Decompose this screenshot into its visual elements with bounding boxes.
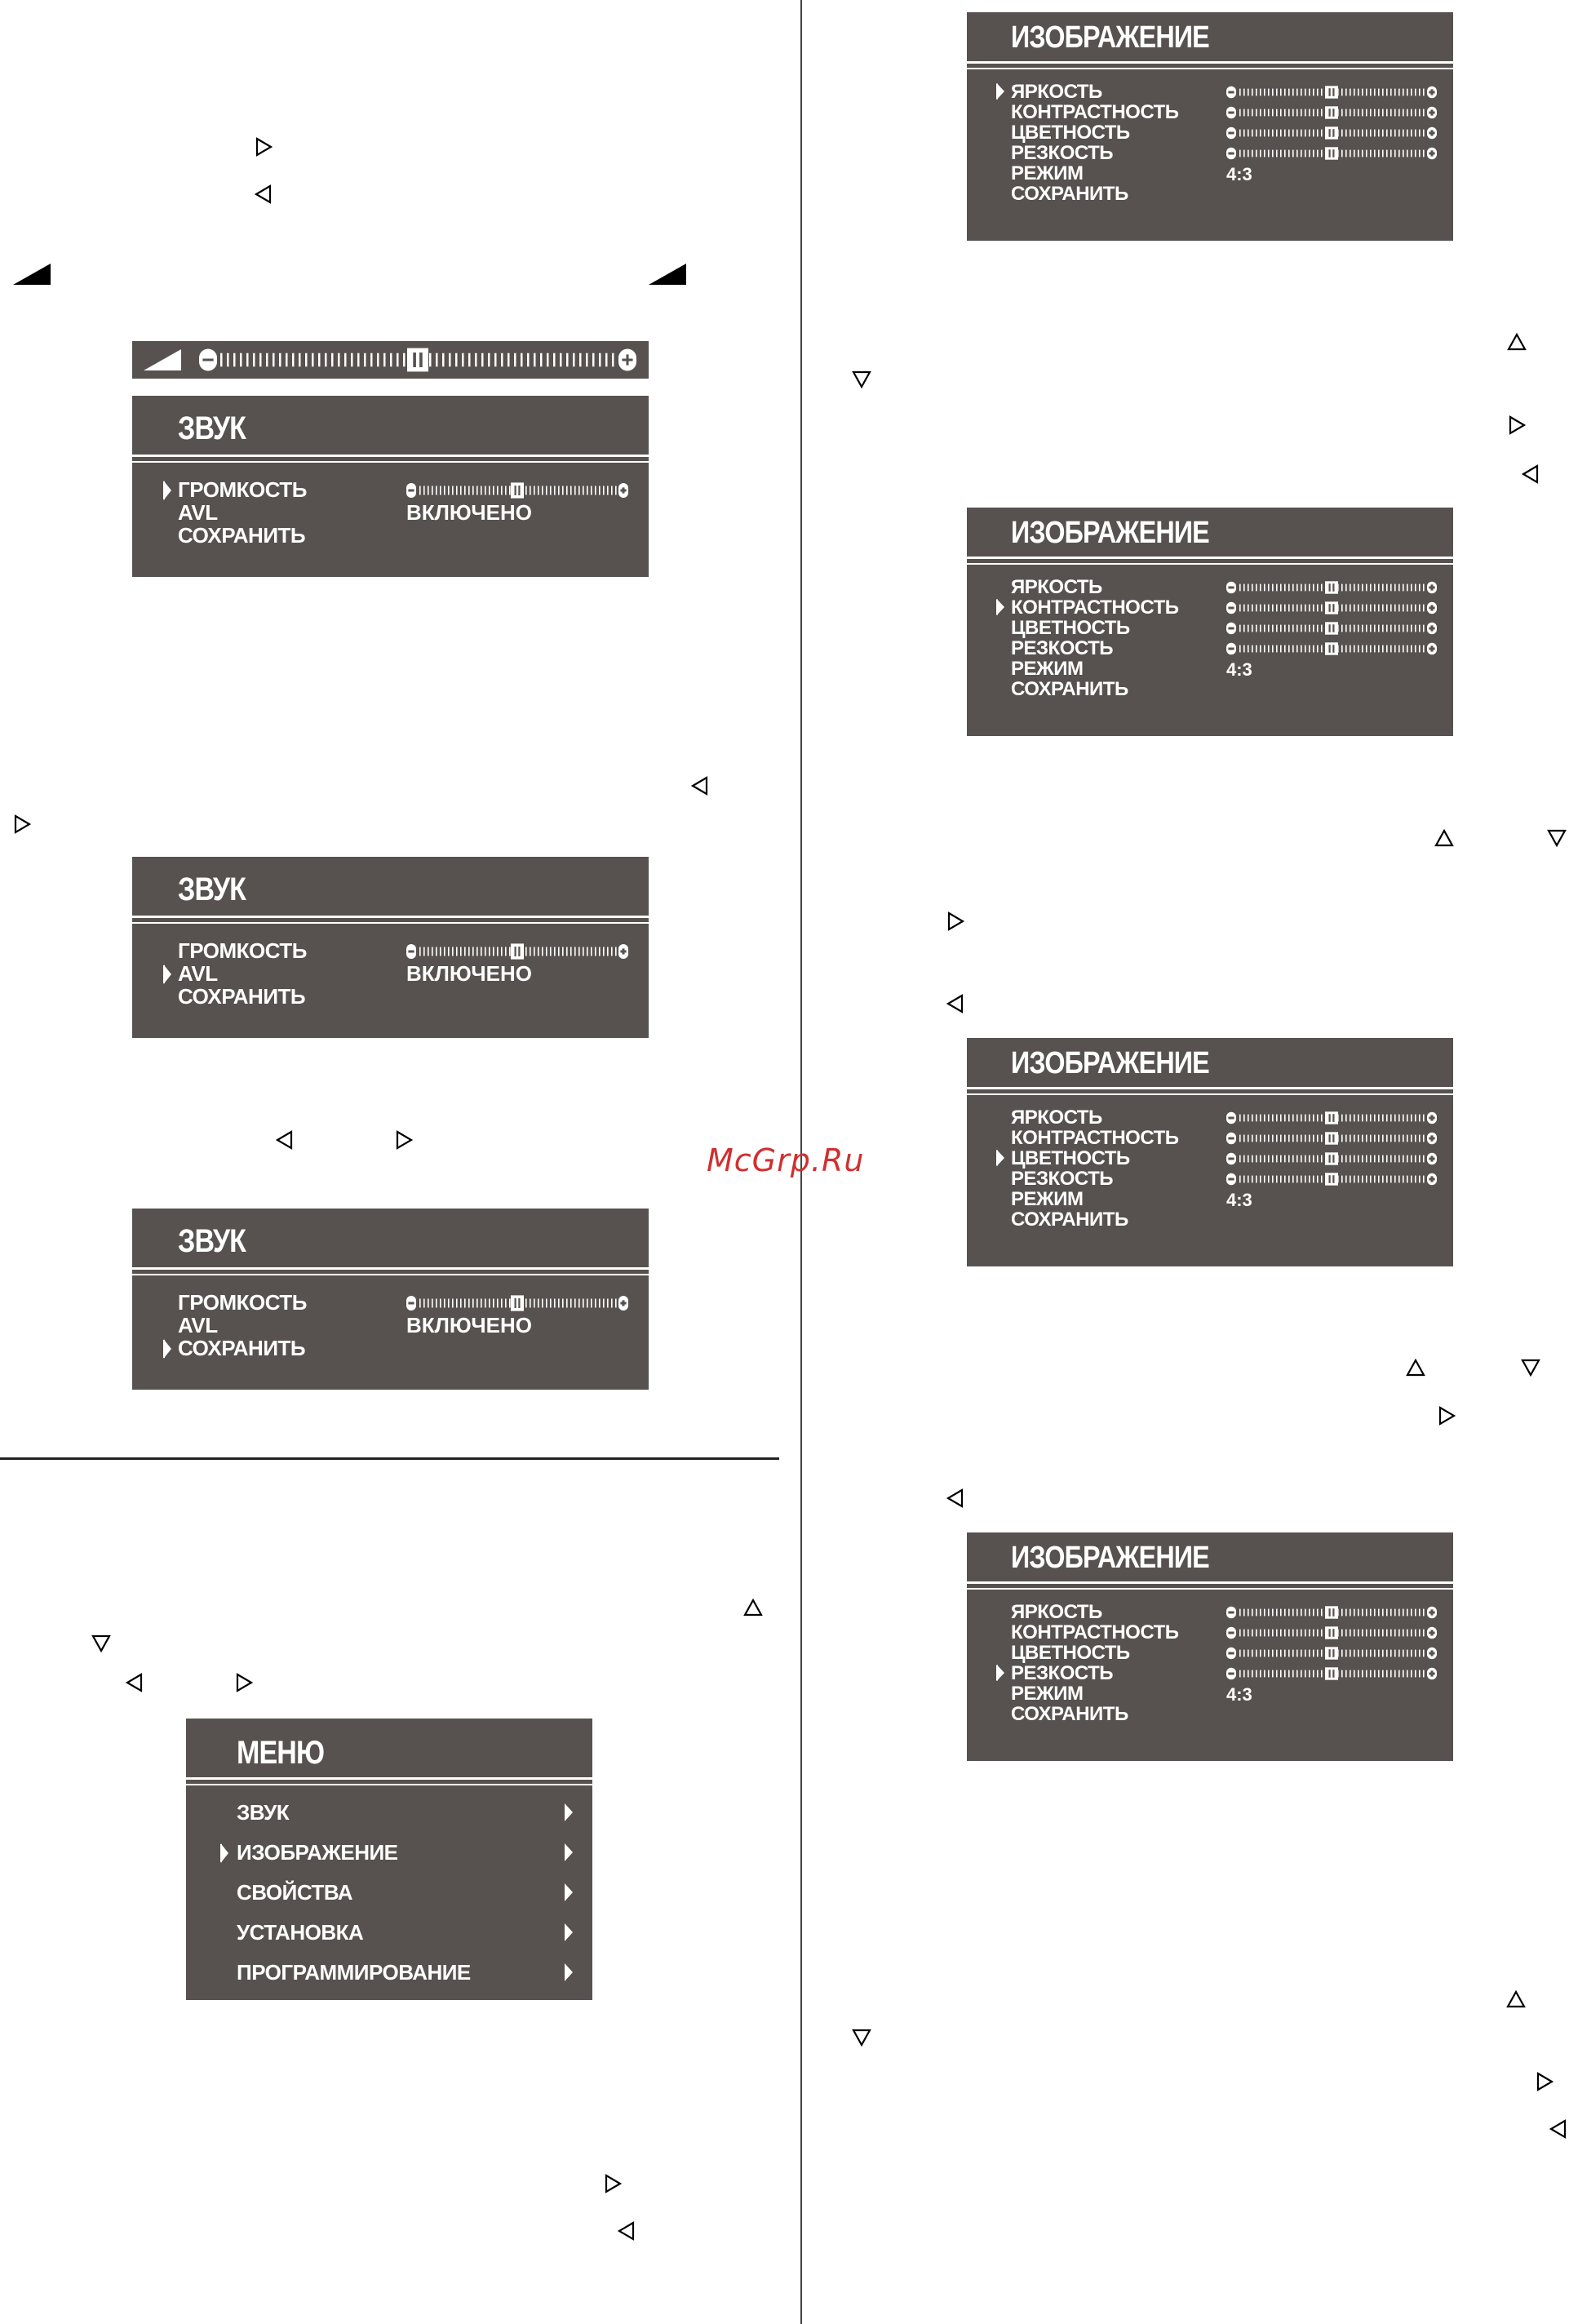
left-arrow-icon <box>689 775 711 796</box>
plus-icon <box>1427 602 1437 614</box>
menu-title: ИЗОБРАЖЕНИЕ <box>1011 1046 1209 1080</box>
plus-icon <box>1427 623 1437 634</box>
menu-item-avl[interactable]: AVL <box>178 1313 218 1337</box>
menu-item-volume[interactable]: ГРОМКОСТЬ <box>178 1290 307 1315</box>
right-arrow-icon <box>602 2173 623 2194</box>
sharpness-slider[interactable] <box>1226 1173 1437 1186</box>
left-arrow-icon <box>945 1488 966 1509</box>
brightness-slider[interactable] <box>1226 1111 1437 1124</box>
picture-menu <box>967 1038 1453 1266</box>
slider-track <box>1226 1111 1437 1124</box>
menu-title: ЗВУК <box>178 410 246 446</box>
selection-cursor-icon <box>162 1337 173 1360</box>
slider-track <box>1226 1667 1437 1680</box>
color-slider[interactable] <box>1226 1647 1437 1660</box>
slider-knob <box>1325 642 1338 654</box>
plus-icon <box>1427 1173 1437 1185</box>
submenu-arrow-icon <box>563 1922 574 1943</box>
down-arrow-icon <box>1546 827 1567 849</box>
divider <box>967 68 1453 69</box>
submenu-arrow-icon <box>563 1962 574 1983</box>
plus-icon <box>1427 86 1437 98</box>
menu-item-sharpness[interactable]: РЕЗКОСТЬ <box>1011 142 1114 164</box>
right-arrow-icon <box>1436 1405 1457 1426</box>
picture-menu <box>967 1532 1453 1761</box>
volume-slider[interactable] <box>199 348 636 372</box>
divider <box>132 455 649 457</box>
slider-knob <box>1325 622 1338 634</box>
watermark: McGrp.Ru <box>707 1142 865 1178</box>
menu-title: МЕНЮ <box>237 1735 325 1771</box>
menu-item-avl[interactable]: AVL <box>178 961 218 986</box>
plus-icon <box>1427 1133 1437 1144</box>
slider-track <box>1226 1606 1437 1619</box>
slider-knob <box>1325 1647 1338 1659</box>
divider <box>967 1581 1453 1584</box>
menu-title: ИЗОБРАЖЕНИЕ <box>1011 20 1209 55</box>
menu-item-save[interactable]: СОХРАНИТЬ <box>1011 1703 1128 1725</box>
slider-track <box>1226 581 1437 594</box>
menu-item-sharpness[interactable]: РЕЗКОСТЬ <box>1011 1662 1114 1684</box>
plus-icon <box>618 944 628 959</box>
slider-knob <box>407 348 428 372</box>
up-arrow-icon <box>1405 1357 1426 1378</box>
slider-track <box>1226 1626 1437 1639</box>
selection-cursor-icon <box>995 82 1006 101</box>
right-arrow-icon <box>393 1129 414 1151</box>
menu-item-contrast[interactable]: КОНТРАСТНОСТЬ <box>1011 1621 1179 1643</box>
sound-menu <box>132 1209 649 1390</box>
right-arrow-icon <box>1506 415 1527 436</box>
submenu-arrow-icon <box>563 1802 574 1823</box>
minus-icon <box>1226 1173 1236 1185</box>
left-arrow-icon <box>945 993 966 1014</box>
minus-icon <box>1226 1668 1236 1679</box>
down-arrow-icon <box>851 369 872 390</box>
left-arrow-icon <box>1548 2118 1569 2140</box>
slider-knob <box>1325 1152 1338 1164</box>
minus-icon <box>1226 1607 1236 1618</box>
menu-item-color[interactable]: ЦВЕТНОСТЬ <box>1011 1147 1130 1169</box>
slider-track <box>1226 1152 1437 1165</box>
minus-icon <box>406 483 416 498</box>
volume-slider[interactable] <box>406 1295 628 1311</box>
menu-item-mode[interactable]: РЕЖИМ <box>1011 1683 1084 1705</box>
minus-icon <box>199 349 217 371</box>
menu-item-brightness[interactable]: ЯРКОСТЬ <box>1011 1107 1102 1129</box>
divider <box>132 916 649 918</box>
left-arrow-icon <box>1520 463 1541 485</box>
slider-knob <box>1325 601 1338 614</box>
slider-track <box>1226 1132 1437 1145</box>
divider <box>186 1777 592 1780</box>
submenu-arrow-icon <box>563 1842 574 1863</box>
picture-menu <box>967 12 1453 241</box>
menu-item-save[interactable]: СОХРАНИТЬ <box>1011 1209 1128 1231</box>
slider-track <box>406 482 628 499</box>
slider-knob <box>1325 86 1338 98</box>
selection-cursor-icon <box>995 597 1006 617</box>
minus-icon <box>1226 107 1236 118</box>
avl-value: ВКЛЮЧЕНО <box>406 961 532 986</box>
menu-item-save[interactable]: СОХРАНИТЬ <box>1011 678 1128 700</box>
selection-cursor-icon <box>162 963 173 986</box>
menu-item-volume[interactable]: ГРОМКОСТЬ <box>178 938 307 963</box>
plus-icon <box>618 349 636 371</box>
mode-value: 4:3 <box>1226 659 1252 680</box>
slider-knob <box>1325 106 1338 118</box>
slider-track <box>1226 106 1437 119</box>
volume-icon <box>142 348 183 372</box>
menu-item-sound[interactable]: ЗВУК <box>237 1800 290 1825</box>
menu-item-save[interactable]: СОХРАНИТЬ <box>178 1336 306 1360</box>
divider <box>967 1093 1453 1095</box>
menu-item-avl[interactable]: AVL <box>178 500 218 525</box>
menu-item-save[interactable]: СОХРАНИТЬ <box>178 523 306 548</box>
volume-slider[interactable] <box>406 943 628 960</box>
sound-menu <box>132 396 649 577</box>
color-slider[interactable] <box>1226 622 1437 635</box>
menu-item-mode[interactable]: РЕЖИМ <box>1011 658 1084 680</box>
right-arrow-icon <box>253 136 274 157</box>
menu-item-sharpness[interactable]: РЕЗКОСТЬ <box>1011 637 1114 659</box>
mode-value: 4:3 <box>1226 1684 1252 1705</box>
menu-item-programming[interactable]: ПРОГРАММИРОВАНИЕ <box>237 1960 471 1985</box>
slider-track <box>1226 601 1437 614</box>
selection-cursor-icon <box>995 1663 1006 1683</box>
slider-track <box>406 943 628 960</box>
minus-icon <box>1226 643 1236 654</box>
minus-icon <box>1226 127 1236 139</box>
volume-bar <box>132 341 649 379</box>
brightness-slider[interactable] <box>1226 86 1437 99</box>
main-menu <box>186 1719 592 2000</box>
sharpness-slider[interactable] <box>1226 642 1437 655</box>
mode-value: 4:3 <box>1226 1190 1252 1210</box>
down-arrow-icon <box>851 2027 872 2048</box>
left-arrow-icon <box>274 1129 295 1151</box>
right-arrow-icon <box>1534 2071 1555 2092</box>
slider-knob <box>511 482 524 498</box>
slider-track <box>1226 147 1437 160</box>
slider-knob <box>1325 1173 1338 1185</box>
menu-item-setup[interactable]: УСТАНОВКА <box>237 1920 364 1945</box>
divider <box>132 1274 649 1275</box>
divider <box>967 563 1453 565</box>
brightness-slider[interactable] <box>1226 581 1437 594</box>
plus-icon <box>618 483 628 498</box>
slider-knob <box>1325 1132 1338 1144</box>
volume-wedge-icon <box>13 264 51 285</box>
plus-icon <box>1427 582 1437 593</box>
slider-track <box>199 348 636 372</box>
right-arrow-icon <box>945 911 966 932</box>
minus-icon <box>1226 623 1236 634</box>
up-arrow-icon <box>742 1597 764 1618</box>
menu-item-contrast[interactable]: КОНТРАСТНОСТЬ <box>1011 101 1179 123</box>
right-arrow-icon <box>11 814 33 835</box>
left-arrow-icon <box>253 184 274 205</box>
up-arrow-icon <box>1434 827 1455 849</box>
plus-icon <box>1427 127 1437 139</box>
sound-menu <box>132 857 649 1038</box>
slider-track <box>1226 1647 1437 1660</box>
right-arrow-icon <box>233 1672 255 1693</box>
minus-icon <box>1226 1153 1236 1164</box>
menu-item-brightness[interactable]: ЯРКОСТЬ <box>1011 576 1102 598</box>
minus-icon <box>1226 1648 1236 1659</box>
minus-icon <box>1226 582 1236 593</box>
menu-item-mode[interactable]: РЕЖИМ <box>1011 1188 1084 1210</box>
avl-value: ВКЛЮЧЕНО <box>406 500 532 525</box>
section-divider <box>0 1457 779 1460</box>
minus-icon <box>1226 602 1236 614</box>
up-arrow-icon <box>1505 1989 1527 2010</box>
menu-title: ИЗОБРАЖЕНИЕ <box>1011 516 1209 550</box>
plus-icon <box>1427 1648 1437 1659</box>
divider <box>967 1087 1453 1089</box>
minus-icon <box>406 944 416 959</box>
minus-icon <box>1226 1627 1236 1639</box>
minus-icon <box>406 1296 416 1311</box>
slider-knob <box>511 1295 524 1311</box>
slider-knob <box>1325 126 1338 139</box>
divider <box>132 461 649 463</box>
menu-item-brightness[interactable]: ЯРКОСТЬ <box>1011 81 1102 103</box>
left-arrow-icon <box>124 1672 145 1693</box>
picture-menu <box>967 508 1453 736</box>
up-arrow-icon <box>1506 331 1527 353</box>
color-slider[interactable] <box>1226 1152 1437 1165</box>
color-slider[interactable] <box>1226 126 1437 140</box>
slider-knob <box>1325 147 1338 159</box>
slider-track <box>1226 622 1437 635</box>
plus-icon <box>1427 1607 1437 1618</box>
selection-cursor-icon <box>162 479 173 502</box>
submenu-arrow-icon <box>563 1882 574 1903</box>
selection-cursor-icon <box>219 1842 230 1865</box>
minus-icon <box>1226 1133 1236 1144</box>
slider-knob <box>1325 581 1338 593</box>
divider <box>967 61 1453 64</box>
divider <box>132 1267 649 1270</box>
menu-item-mode[interactable]: РЕЖИМ <box>1011 162 1084 184</box>
slider-knob <box>1325 1626 1338 1639</box>
down-arrow-icon <box>1520 1357 1541 1378</box>
menu-item-picture[interactable]: ИЗОБРАЖЕНИЕ <box>237 1840 398 1865</box>
slider-knob <box>1325 1111 1338 1124</box>
contrast-slider[interactable] <box>1226 1132 1437 1145</box>
contrast-slider[interactable] <box>1226 106 1437 119</box>
slider-knob <box>511 943 524 959</box>
plus-icon <box>1427 1627 1437 1639</box>
menu-title: ЗВУК <box>178 872 246 907</box>
menu-item-color[interactable]: ЦВЕТНОСТЬ <box>1011 617 1130 639</box>
menu-item-color[interactable]: ЦВЕТНОСТЬ <box>1011 122 1130 144</box>
mode-value: 4:3 <box>1226 164 1252 184</box>
menu-item-contrast[interactable]: КОНТРАСТНОСТЬ <box>1011 1127 1179 1149</box>
divider <box>132 922 649 924</box>
slider-track <box>1226 1173 1437 1186</box>
divider <box>967 1588 1453 1590</box>
divider <box>967 557 1453 559</box>
slider-track <box>1226 86 1437 99</box>
slider-knob <box>1325 1667 1338 1679</box>
left-arrow-icon <box>616 2220 637 2242</box>
menu-item-contrast[interactable]: КОНТРАСТНОСТЬ <box>1011 597 1179 619</box>
minus-icon <box>1226 148 1236 159</box>
slider-track <box>1226 642 1437 655</box>
down-arrow-icon <box>91 1633 112 1654</box>
selection-cursor-icon <box>995 1148 1006 1168</box>
menu-item-brightness[interactable]: ЯРКОСТЬ <box>1011 1601 1102 1623</box>
plus-icon <box>1427 148 1437 159</box>
menu-title: ЗВУК <box>178 1223 246 1259</box>
minus-icon <box>1226 86 1236 98</box>
plus-icon <box>1427 1153 1437 1164</box>
volume-slider[interactable] <box>406 482 628 499</box>
menu-item-color[interactable]: ЦВЕТНОСТЬ <box>1011 1642 1130 1664</box>
contrast-slider[interactable] <box>1226 601 1437 614</box>
menu-item-volume[interactable]: ГРОМКОСТЬ <box>178 477 307 502</box>
plus-icon <box>1427 107 1437 118</box>
plus-icon <box>1427 1668 1437 1679</box>
plus-icon <box>1427 1112 1437 1124</box>
sharpness-slider[interactable] <box>1226 147 1437 160</box>
minus-icon <box>1226 1112 1236 1124</box>
contrast-slider[interactable] <box>1226 1626 1437 1639</box>
sharpness-slider[interactable] <box>1226 1667 1437 1680</box>
menu-item-save[interactable]: СОХРАНИТЬ <box>1011 183 1128 205</box>
menu-item-features[interactable]: СВОЙСТВА <box>237 1880 353 1905</box>
divider <box>186 1784 592 1785</box>
menu-title: ИЗОБРАЖЕНИЕ <box>1011 1541 1209 1575</box>
plus-icon <box>618 1296 628 1311</box>
plus-icon <box>1427 643 1437 654</box>
slider-track <box>1226 126 1437 140</box>
slider-knob <box>1325 1606 1338 1618</box>
menu-item-save[interactable]: СОХРАНИТЬ <box>178 984 306 1009</box>
avl-value: ВКЛЮЧЕНО <box>406 1313 532 1337</box>
menu-item-sharpness[interactable]: РЕЗКОСТЬ <box>1011 1168 1114 1190</box>
brightness-slider[interactable] <box>1226 1606 1437 1619</box>
slider-track <box>406 1295 628 1311</box>
volume-wedge-icon <box>649 264 686 285</box>
